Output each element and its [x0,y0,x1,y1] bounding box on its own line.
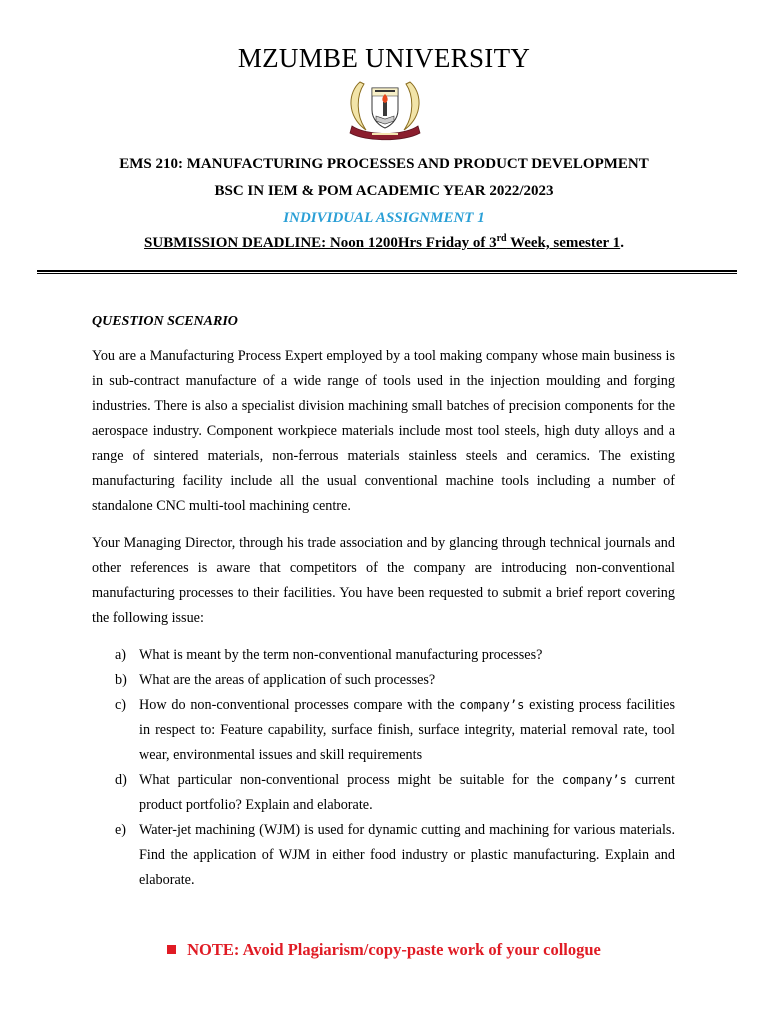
header-divider [37,270,737,272]
course-title: EMS 210: MANUFACTURING PROCESSES AND PRODUCT DEVELOPMENT [119,156,649,172]
scenario-paragraph-1: You are a Manufacturing Process Expert employed by a tool making company whose main business is in sub-contract manufacture of a wide range of tools used in the injection moulding and forging industries. There is also a specialist division machining small batches of precision components for the aerospace industry. Component workpiece materials include most tool steels, high duty alloys and a range of sintered materials, non-ferrous materials stainless steels and ceramics. The existing manufacturing facility include all the usual conventional machine tools including a number of standalone CNC multi-tool machining centre. [92,348,675,514]
question-item [92,768,675,818]
program-title: BSC IN IEM & POM ACADEMIC YEAR 2022/2023 [214,183,554,199]
question-item [92,818,675,893]
header-divider-thin [37,273,737,274]
submission-deadline [0,235,768,252]
assignment-title: INDIVIDUAL ASSIGNMENT 1 [283,210,485,226]
question-item [92,693,675,768]
plagiarism-note [0,940,768,960]
deadline-superscript: rd [496,233,507,244]
question-letter: e) [115,822,127,838]
question-text: What are the areas of application of such processes? [139,672,436,688]
section-heading: QUESTION SCENARIO [92,314,238,329]
question-item [92,668,675,693]
question-letter: a) [115,647,127,663]
question-letter: c) [115,697,127,713]
question-text-after: current product portfolio? Explain and elaborate. [139,772,675,813]
question-text-before: What particular non-conventional process might be suitable for the [139,772,562,788]
question-letter: d) [115,772,127,788]
question-text-before: How do non-conventional processes compare with the [139,697,460,713]
question-text: Water-jet machining (WJM) is used for dynamic cutting and machining for various materials. Find the application of WJM in either food industry or plastic manufacturing. Explain and elaborate. [139,822,675,888]
deadline-text-prefix: SUBMISSION DEADLINE: Noon 1200Hrs Friday of 3 [144,235,497,251]
scenario-paragraph-2: Your Managing Director, through his trade association and by glancing through technical journals and other references is aware that competitors of the company are introducing non-conventional manufacturing processes to their facilities. You have been requested to submit a brief report covering the following issue: [92,535,675,626]
note-text: NOTE: Avoid Plagiarism/copy-paste work of your collogue [187,940,601,959]
deadline-text-suffix: Week, semester 1 [506,235,621,251]
question-item [92,643,675,668]
question-mono-word: company’s [459,698,525,712]
square-bullet-icon [167,945,176,954]
question-letter: b) [115,672,127,688]
question-mono-word: company’s [561,773,627,787]
question-text: What is meant by the term non-conventional manufacturing processes? [139,647,543,663]
university-title: MZUMBE UNIVERSITY [237,43,531,73]
deadline-period: . [620,235,624,251]
university-logo [342,76,428,142]
question-list [92,643,675,893]
question-text-after: existing process facilities in respect to: Feature capability, surface finish, surface integrity, material removal rate, tool wear, environmental issues and skill requirements [139,697,675,763]
